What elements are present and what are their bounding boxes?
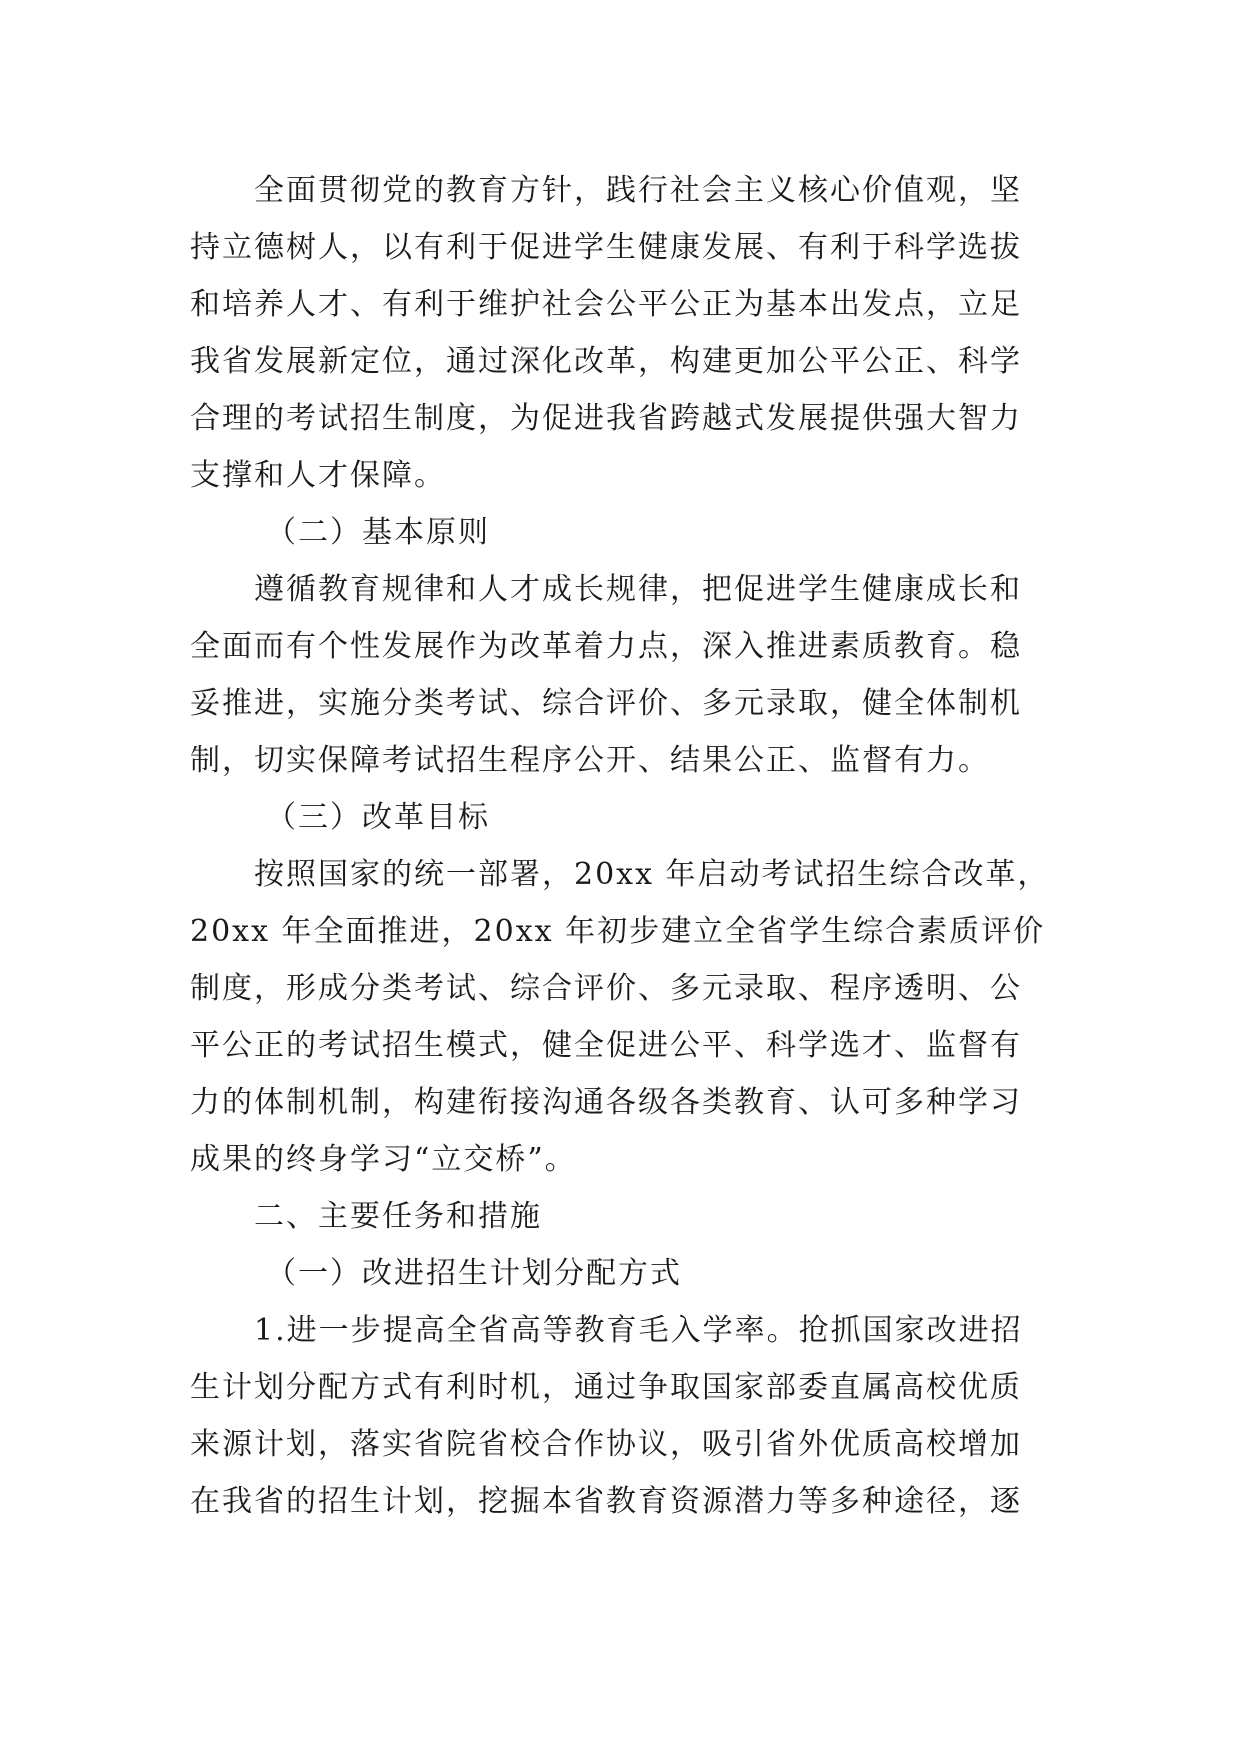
paragraph-line: 来源计划，落实省院省校合作协议，吸引省外优质高校增加	[190, 1427, 1022, 1462]
paragraph-line: 和培养人才、有利于维护社会公平公正为基本出发点，立足	[190, 287, 1022, 322]
paragraph-line: 成果的终身学习“立交桥”。	[190, 1142, 577, 1177]
section-heading: 二、主要任务和措施	[254, 1199, 542, 1234]
paragraph-line: 制度，形成分类考试、综合评价、多元录取、程序透明、公	[190, 971, 1022, 1006]
paragraph-line: 力的体制机制，构建衔接沟通各级各类教育、认可多种学习	[190, 1085, 1022, 1120]
paragraph-line: 支撑和人才保障。	[190, 458, 446, 493]
document-body	[190, 162, 1050, 1530]
paragraph-line: 合理的考试招生制度，为促进我省跨越式发展提供强大智力	[190, 401, 1022, 436]
section-heading: （三）改革目标	[266, 800, 490, 835]
paragraph-line: 我省发展新定位，通过深化改革，构建更加公平公正、科学	[190, 344, 1022, 379]
paragraph-line: 持立德树人，以有利于促进学生健康发展、有利于科学选拔	[190, 230, 1022, 265]
paragraph-line: 1.进一步提高全省高等教育毛入学率。抢抓国家改进招	[254, 1313, 1023, 1348]
section-heading: （一）改进招生计划分配方式	[266, 1256, 682, 1291]
paragraph-line: 20xx 年全面推进，20xx 年初步建立全省学生综合素质评价	[190, 914, 1046, 949]
paragraph-line: 制，切实保障考试招生程序公开、结果公正、监督有力。	[190, 743, 990, 778]
paragraph-line: 妥推进，实施分类考试、综合评价、多元录取，健全体制机	[190, 686, 1022, 721]
section-heading: （二）基本原则	[266, 515, 490, 550]
paragraph-line: 全面贯彻党的教育方针，践行社会主义核心价值观，坚	[254, 173, 1022, 208]
paragraph-line: 在我省的招生计划，挖掘本省教育资源潜力等多种途径，逐	[190, 1484, 1022, 1519]
paragraph-line: 生计划分配方式有利时机，通过争取国家部委直属高校优质	[190, 1370, 1022, 1405]
paragraph-line: 按照国家的统一部署，20xx 年启动考试招生综合改革，	[254, 857, 1050, 892]
paragraph-line: 全面而有个性发展作为改革着力点，深入推进素质教育。稳	[190, 629, 1022, 664]
paragraph-line: 遵循教育规律和人才成长规律，把促进学生健康成长和	[254, 572, 1022, 607]
paragraph-line: 平公正的考试招生模式，健全促进公平、科学选才、监督有	[190, 1028, 1022, 1063]
